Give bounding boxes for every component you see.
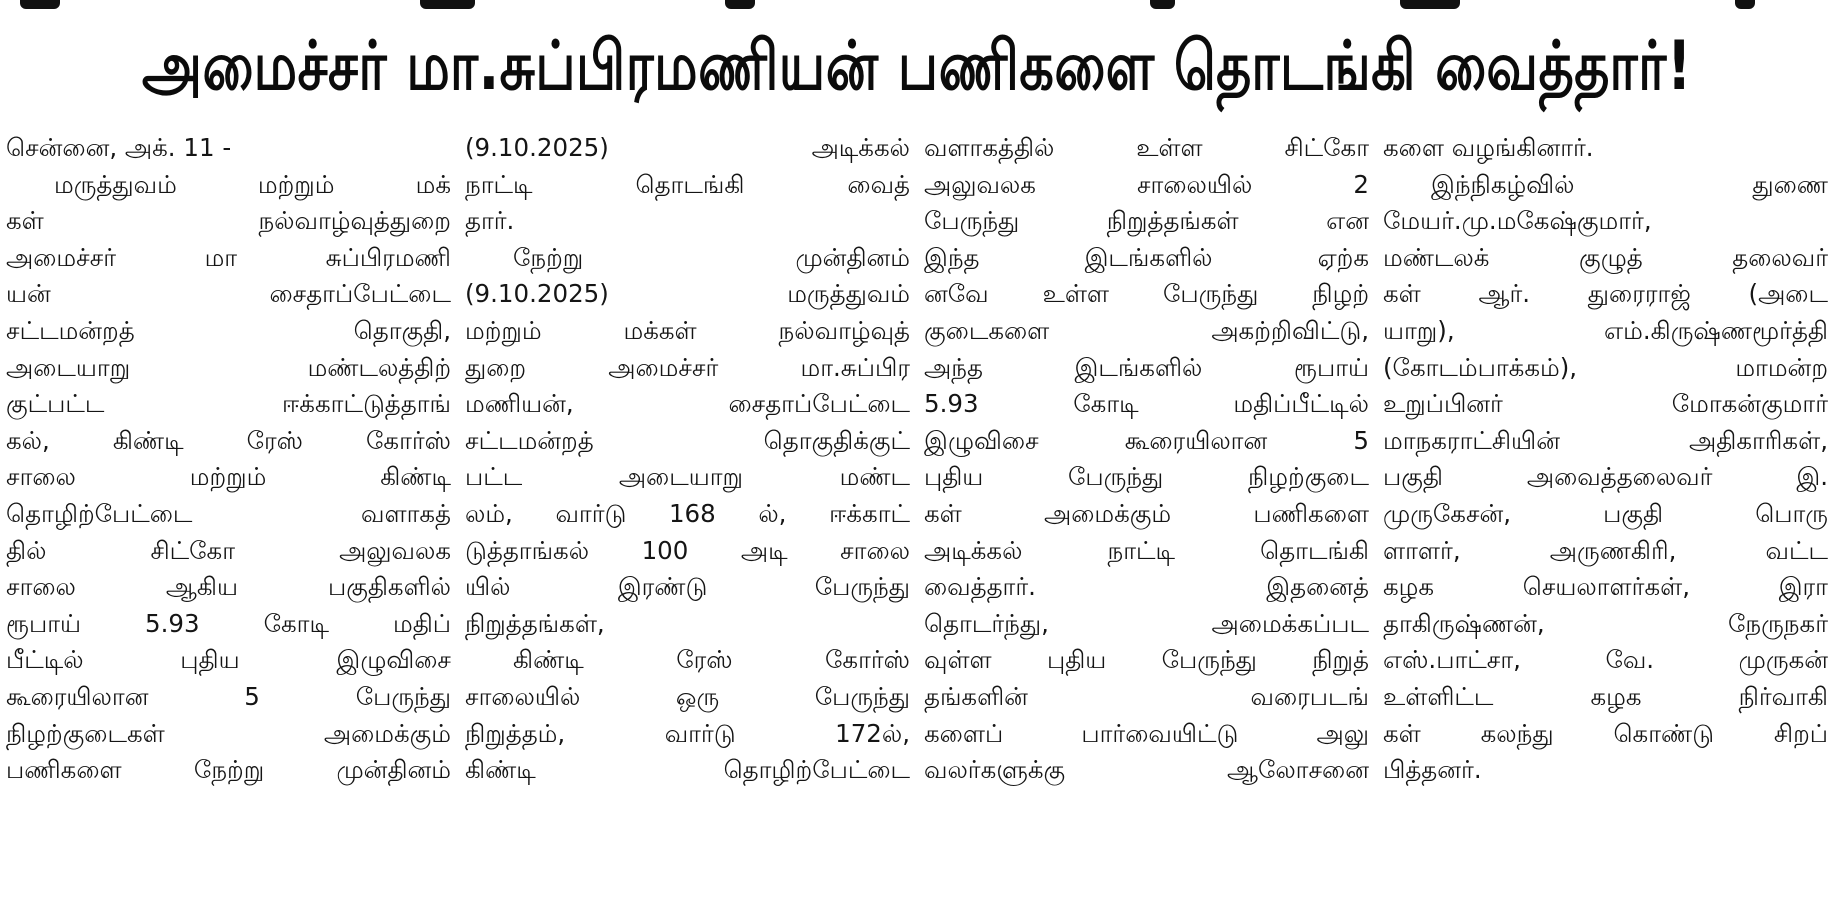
article-text-line: குட்பட்ட ஈக்காட்டுத்தாங் [6,389,451,419]
article-text-line: நிழற்குடைகள் அமைக்கும் [6,718,451,748]
article-text-line: டுத்தாங்கல் 100 அடி சாலை [465,535,910,565]
article-text-line: கூரையிலான 5 பேருந்து [6,681,451,711]
article-text-line: தில் சிட்கோ அலுவலக [6,535,451,565]
article-text-line: வுள்ள புதிய பேருந்து நிறுத் [924,645,1369,675]
article-text-line: பித்தனர். [1383,755,1482,785]
article-text-line: பட்ட அடையாறு மண்ட [465,462,910,492]
article-column-1 [6,130,451,900]
article-text-line: சென்னை, அக். 11 - [6,133,232,162]
article-text-line: வைத்தார். இதனைத் [924,572,1369,602]
article-text-line: கள் ஆர். துரைராஜ் (அடை [1383,279,1828,309]
article-text-line: சட்டமன்றத் தொகுதிக்குட் [465,425,910,455]
article-text-line: கள் அமைக்கும் பணிகளை [924,498,1369,528]
article-text-line: களை வழங்கினார். [1383,133,1594,162]
article-text-line: தங்களின் வரைபடங் [924,681,1369,711]
article-text-line: ரூபாய் 5.93 கோடி மதிப் [6,608,451,638]
article-text-line: கிண்டி ரேஸ் கோர்ஸ் [513,645,910,675]
article-text-line: யாறு), எம்.கிருஷ்ணமூர்த்தி [1383,315,1828,345]
article-text-line: நிறுத்தம், வார்டு 172ல், [465,718,910,748]
article-text-line: தார். [465,206,515,236]
article-body [6,130,1828,900]
article-text-line: அந்த இடங்களில் ரூபாய் [924,352,1369,382]
article-text-line: மேயர்.மு.மகேஷ்குமார், [1383,206,1652,236]
article-text-line: அடையாறு மண்டலத்திற் [6,352,451,382]
article-text-line: உறுப்பினர் மோகன்குமார் [1383,389,1828,419]
article-text-line: உள்ளிட்ட கழக நிர்வாகி [1383,681,1828,711]
article-column-3 [924,130,1369,900]
article-text-line: சாலை மற்றும் கிண்டி [6,462,451,492]
article-text-line: மருத்துவம் மற்றும் மக் [54,169,451,199]
article-text-line: மற்றும் மக்கள் நல்வாழ்வுத் [465,315,910,345]
article-text-line: தொடர்ந்து, அமைக்கப்பட [924,608,1369,638]
article-text-line: துறை அமைச்சர் மா.சுப்பிர [465,352,910,382]
article-text-line: கல், கிண்டி ரேஸ் கோர்ஸ் [6,425,451,455]
article-text-line: தாகிருஷ்ணன், நேருநகர் [1383,608,1828,638]
article-text-line: மண்டலக் குழுத் தலைவர் [1383,242,1828,272]
article-text-line: சாலை ஆகிய பகுதிகளில் [6,572,451,602]
article-text-line: புதிய பேருந்து நிழற்குடை [924,462,1369,492]
article-text-line: னவே உள்ள பேருந்து நிழற் [924,279,1369,309]
article-text-line: இந்த இடங்களில் ஏற்க [924,242,1369,272]
article-text-line: எஸ்.பாட்சா, வே. முருகன் [1383,645,1828,675]
article-text-line: (கோடம்பாக்கம்), மாமன்ற [1383,352,1828,382]
article-text-line: பீட்டில் புதிய இழுவிசை [6,645,451,675]
article-text-line: மணியன், சைதாப்பேட்டை [465,389,910,419]
article-text-line: ளாளர், அருணகிரி, வட்ட [1383,535,1828,565]
article-text-line: குடைகளை அகற்றிவிட்டு, [924,315,1369,345]
article-text-line: களைப் பார்வையிட்டு அலு [924,718,1369,748]
article-text-line: முருகேசன், பகுதி பொரு [1383,498,1828,528]
article-text-line: யில் இரண்டு பேருந்து [465,572,910,602]
article-text-line: கிண்டி தொழிற்பேட்டை [465,755,910,785]
article-text-line: பகுதி அவைத்தலைவர் இ. [1383,462,1828,492]
article-text-line: அமைச்சர் மா சுப்பிரமணி [6,242,451,272]
article-text-line: வளாகத்தில் உள்ள சிட்கோ [924,133,1369,162]
article-text-line: மாநகராட்சியின் அதிகாரிகள், [1383,425,1828,455]
article-text-line: நாட்டி தொடங்கி வைத் [465,169,910,199]
article-text-line: லம், வார்டு 168 ல், ஈக்காட் [465,498,910,528]
article-text-line: நிறுத்தங்கள், [465,608,605,638]
article-text-line: இந்நிகழ்வில் துணை [1431,169,1828,199]
article-text-line: சாலையில் ஒரு பேருந்து [465,681,910,711]
article-text-line: இழுவிசை கூரையிலான 5 [924,425,1369,455]
article-text-line: கள் கலந்து கொண்டு சிறப் [1383,718,1828,748]
article-text-line: (9.10.2025) மருத்துவம் [465,279,910,309]
article-text-line: 5.93 கோடி மதிப்பீட்டில் [924,389,1369,419]
article-text-line: தொழிற்பேட்டை வளாகத் [6,498,451,528]
article-text-line: பேருந்து நிறுத்தங்கள் என [924,206,1369,236]
article-text-line: அலுவலக சாலையில் 2 [924,169,1369,199]
article-text-line: அடிக்கல் நாட்டி தொடங்கி [924,535,1369,565]
article-column-2 [465,130,910,900]
article-text-line: யன் சைதாப்பேட்டை [6,279,451,309]
article-text-line: கழக செயலாளர்கள், இரா [1383,572,1828,602]
article-text-line: பணிகளை நேற்று முன்தினம் [6,755,451,785]
article-headline: அமைச்சர் மா.சுப்பிரமணியன் பணிகளை தொடங்கி வைத்தார்! [142,25,1692,105]
article-text-line: வலர்களுக்கு ஆலோசனை [924,755,1369,785]
article-text-line: கள் நல்வாழ்வுத்துறை [6,206,451,236]
article-text-line: சட்டமன்றத் தொகுதி, [6,315,451,345]
article-text-line: நேற்று முன்தினம் [513,242,910,272]
article-column-4 [1383,130,1828,900]
article-text-line: (9.10.2025) அடிக்கல் [465,133,910,162]
